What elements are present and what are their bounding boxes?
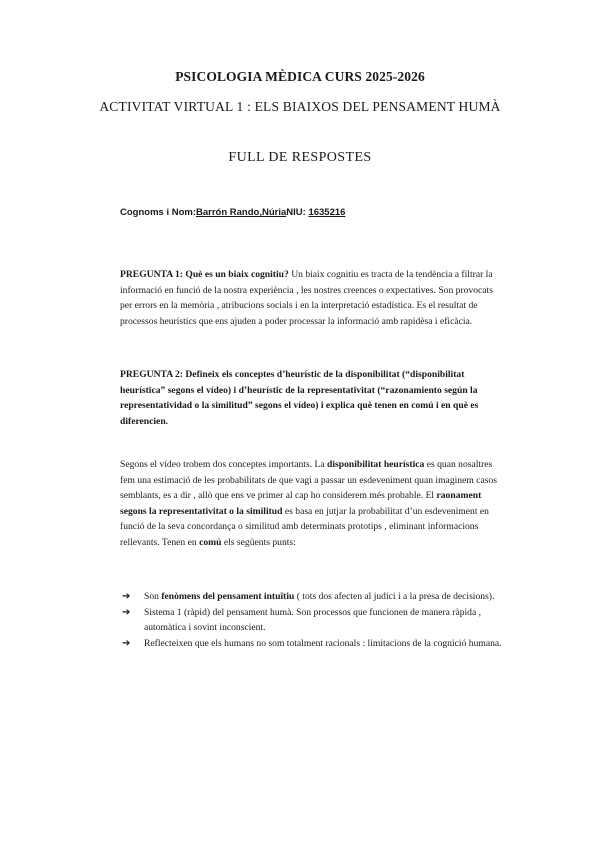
answer-1: Un biaix cognitiu es tracta de la tendència a filtrar la informació en funció de la nostra experiència , les nostres creences o expectatives. Son provocats per errors en la memòria , atribucions socials i en la interpretació estadística. Es el resultat de processos heurístics que ens ajuden a poder processar la informació amb rapidèsa i eficàcia. (120, 269, 493, 327)
activity-title: ACTIVITAT VIRTUAL 1 : ELS BIAIXOS DEL PENSAMENT HUMÀ (99, 99, 501, 114)
name-label: Cognoms i Nom: (120, 207, 196, 218)
common-points-list (122, 589, 502, 651)
list-item-text: ( tots dos afecten al judici i a la presa de decisions). (294, 591, 495, 602)
question-1: PREGUNTA 1: Què es un biaix cognitiu? (120, 269, 289, 280)
answer-2-term-representativeness: raonament segons la representativitat o la similitud (120, 490, 482, 517)
answer-2-text: Segons el vídeo trobem dos conceptes importants. La (120, 459, 328, 470)
list-item-text: Sistema 1 (ràpid) del pensament humà. Son processos que funcionen de manera ràpida , automàtica i sovint inconscient. (144, 606, 482, 633)
list-item (122, 636, 502, 652)
sheet-title: FULL DE RESPOSTES (228, 150, 372, 165)
list-item-text: Reflecteixen que els humans no som totalment racionals : limitacions de la cognició humana. (144, 637, 502, 649)
arrow-right-icon: ➔ (122, 591, 131, 602)
answer-2-text: es quan nosaltres fem una estimació de les probabilitats de que vagi a passar un esdeveniment quan imaginem casos semblants, es a dir , allò que ens ve primer al cap ho considerem més probable. El (120, 459, 497, 502)
question-2-block (120, 367, 506, 429)
student-info (120, 207, 345, 218)
list-item (122, 605, 502, 636)
list-item-text: Son (144, 591, 162, 602)
answer-2-text: es basa en jutjar la probabilitat d’un esdeveniment en funció de la seva concordança o similitud amb determinats prototips , eliminant informacions rellevants. Tenen en (120, 505, 489, 548)
question-1-block (120, 267, 506, 329)
answer-2-text: els següents punts: (221, 536, 296, 548)
list-item (122, 589, 502, 605)
arrow-right-icon: ➔ (122, 637, 131, 649)
question-2: PREGUNTA 2: Defineix els conceptes d’heurístic de la disponibilitat (“disponibilitat heurística” segons el vídeo) i d’heurístic de la representativitat (“razonamiento según la representatividad o la similitud” segons el vídeo) i explica què tenen en comú i en què es diferencien. (120, 369, 479, 427)
name-value: Barrón Rando,Núria (196, 207, 287, 218)
arrow-right-icon: ➔ (122, 606, 131, 618)
answer-2-term-availability: disponibilitat heurística (327, 459, 425, 470)
answer-2 (120, 457, 506, 551)
list-item-bold: fenòmens del pensament intuïtiu (161, 591, 295, 602)
course-title: PSICOLOGIA MÈDICA CURS 2025-2026 (175, 69, 425, 84)
niu-value: 1635216 (308, 207, 346, 218)
answer-2-term-common: comú (199, 536, 222, 548)
niu-label: NIU: (286, 207, 309, 218)
